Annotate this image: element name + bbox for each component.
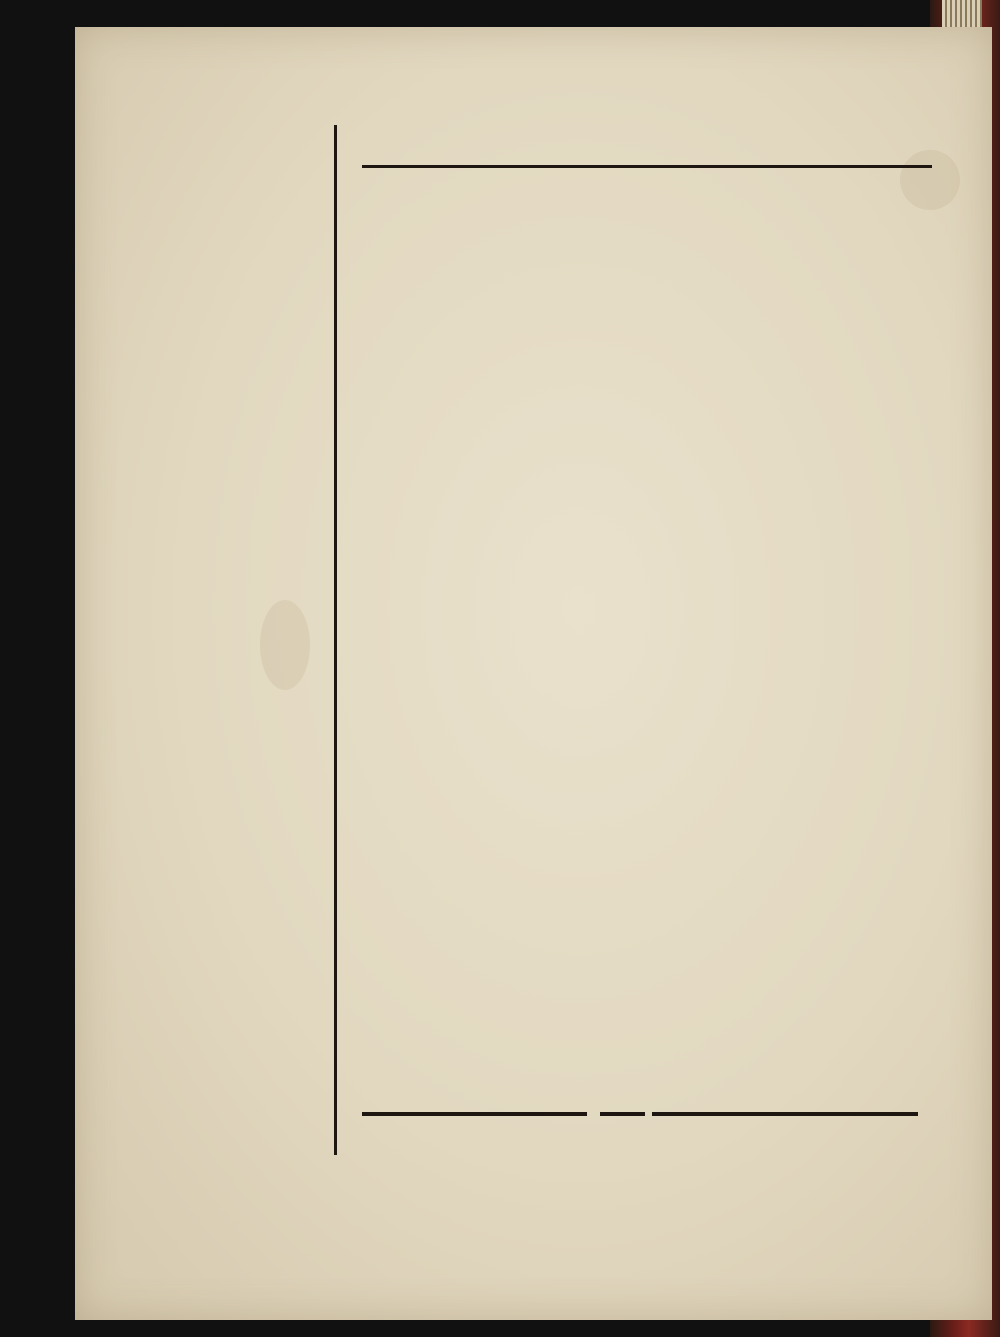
footer-rule	[600, 1112, 645, 1116]
ornamental-border-top	[125, 55, 990, 127]
header-rule	[362, 165, 932, 168]
footer-rule	[362, 1112, 587, 1116]
ornamental-border-bottom	[180, 1160, 980, 1248]
page-edges	[942, 0, 982, 30]
margin-rule	[334, 125, 337, 1155]
footer-rule	[652, 1112, 918, 1116]
ornamental-border-right	[930, 80, 992, 1180]
paper-stain	[260, 600, 310, 690]
ornamental-border-left	[180, 118, 245, 1178]
